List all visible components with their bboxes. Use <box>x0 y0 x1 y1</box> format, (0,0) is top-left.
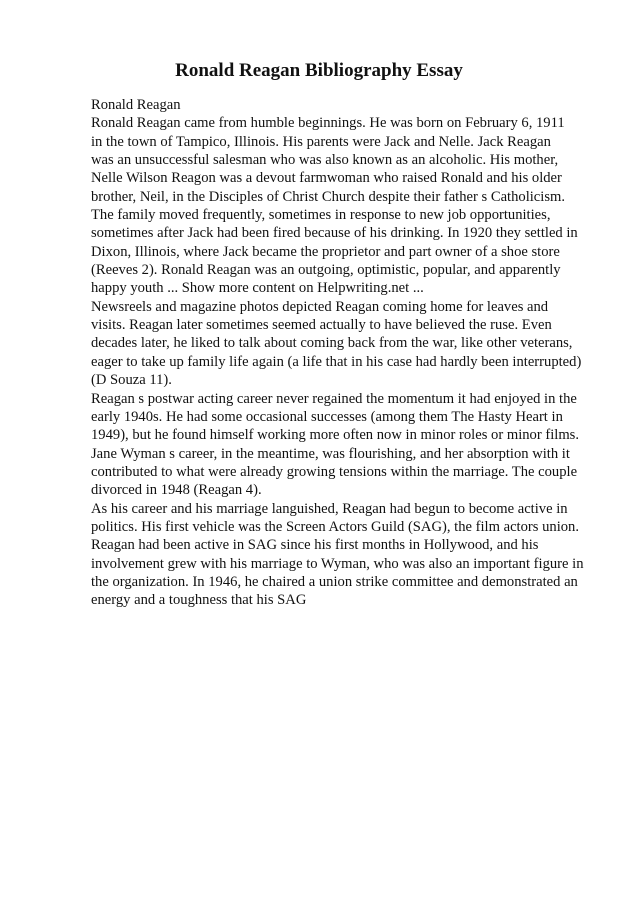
text-line: sometimes after Jack had been fired because of his drinking. In 1920 they settled in <box>91 225 578 242</box>
text-line: The family moved frequently, sometimes in response to new job opportunities, <box>91 207 551 224</box>
document-title: Ronald Reagan Bibliography Essay <box>175 60 463 81</box>
text-line: Ronald Reagan <box>91 97 181 113</box>
text-line: decades later, he liked to talk about coming back from the war, like other veterans, <box>91 335 573 352</box>
text-line: divorced in 1948 (Reagan 4). <box>91 482 262 499</box>
text-line: energy and a toughness that his SAG <box>91 592 307 609</box>
text-line: the organization. In 1946, he chaired a union strike committee and demonstrated an <box>91 573 578 590</box>
text-line: early 1940s. He had some occasional successes (among them The Hasty Heart in <box>91 408 563 425</box>
text-line: eager to take up family life again (a life that in his case had hardly been interrupted) <box>91 353 582 370</box>
text-line: Ronald Reagan came from humble beginnings. He was born on February 6, 1911 <box>91 115 565 132</box>
text-line: (Reeves 2). Ronald Reagan was an outgoing, optimistic, popular, and apparently <box>91 262 561 279</box>
text-line: Reagan s postwar acting career never regained the momentum it had enjoyed in the <box>91 390 577 407</box>
text-line: Nelle Wilson Reagon was a devout farmwoman who raised Ronald and his older <box>91 170 562 187</box>
text-line: Newsreels and magazine photos depicted Reagan coming home for leaves and <box>91 298 549 315</box>
text-line: politics. His first vehicle was the Screen Actors Guild (SAG), the film actors union. <box>91 518 579 535</box>
text-line: As his career and his marriage languished, Reagan had begun to become active in <box>91 500 568 517</box>
text-line: Dixon, Illinois, where Jack became the proprietor and part owner of a shoe store <box>91 243 560 260</box>
text-line: involvement grew with his marriage to Wyman, who was also an important figure in <box>91 555 584 572</box>
text-line: (D Souza 11). <box>91 372 172 389</box>
document-body <box>91 96 591 610</box>
text-line: 1949), but he found himself working more often now in minor roles or minor films. <box>91 427 580 444</box>
text-line: contributed to what were already growing tensions within the marriage. The couple <box>91 463 578 480</box>
text-line: visits. Reagan later sometimes seemed actually to have believed the ruse. Even <box>91 317 552 334</box>
text-line: in the town of Tampico, Illinois. His parents were Jack and Nelle. Jack Reagan <box>91 133 551 150</box>
text-line: was an unsuccessful salesman who was also known as an alcoholic. His mother, <box>91 152 559 169</box>
text-line: brother, Neil, in the Disciples of Christ Church despite their father s Catholicism. <box>91 188 566 205</box>
text-line: Reagan had been active in SAG since his first months in Hollywood, and his <box>91 537 539 554</box>
text-line: Jane Wyman s career, in the meantime, was flourishing, and her absorption with it <box>91 445 570 462</box>
text-line: happy youth ... Show more content on Helpwriting.net ... <box>91 280 424 297</box>
